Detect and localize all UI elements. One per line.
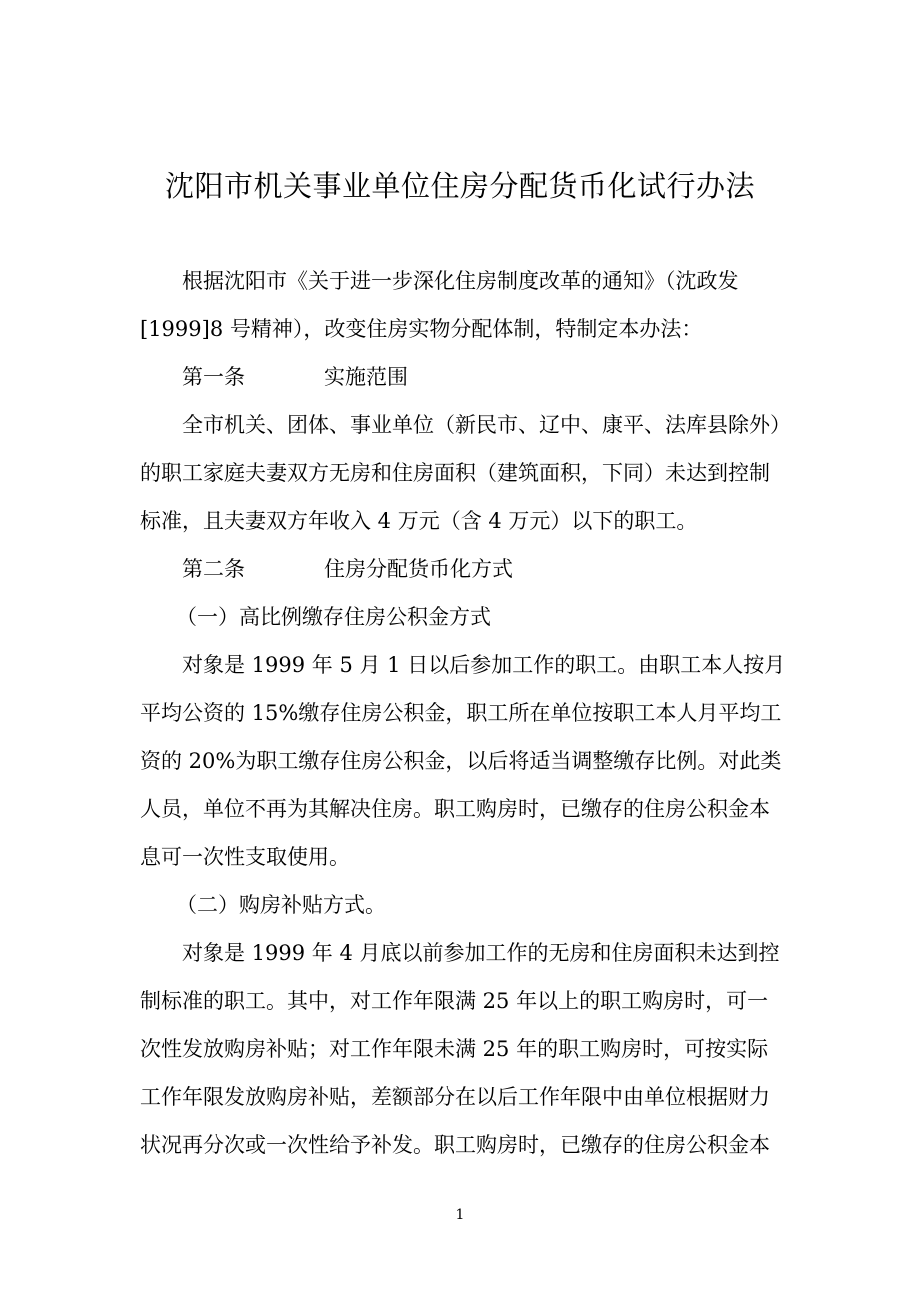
section-1-body-line-4: 人员，单位不再为其解决住房。职工购房时，已缴存的住房公积金本 <box>140 797 770 821</box>
section-1-body-line-2: 平均公资的 15%缴存住房公积金，职工所在单位按职工本人月平均工 <box>140 701 782 725</box>
article-2-title: 住房分配货币化方式 <box>324 557 513 581</box>
section-2-body-line-4: 工作年限发放购房补贴，差额部分在以后工作年限中由单位根据财力 <box>140 1085 770 1109</box>
preamble-line-1: 根据沈阳市《关于进一步深化住房制度改革的通知》（沈政发 <box>182 269 739 293</box>
article-1-body-line-1: 全市机关、团体、事业单位（新民市、辽中、康平、法库县除外） <box>182 413 791 437</box>
article-1-title: 实施范围 <box>324 365 408 389</box>
article-2-number: 第二条 <box>182 557 245 581</box>
section-2-heading: （二）购房补贴方式。 <box>176 893 386 917</box>
preamble-line-2: [1999]8 号精神），改变住房实物分配体制，特制定本办法： <box>140 317 703 341</box>
article-1-body-line-2: 的职工家庭夫妻双方无房和住房面积（建筑面积，下同）未达到控制 <box>140 461 770 485</box>
document-title: 沈阳市机关事业单位住房分配货币化试行办法 <box>164 169 755 203</box>
page-number: 1 <box>455 1207 465 1223</box>
section-1-heading: （一）高比例缴存住房公积金方式 <box>176 605 491 629</box>
article-1-body-line-3: 标准，且夫妻双方年收入 4 万元（含 4 万元）以下的职工。 <box>140 509 698 533</box>
article-2-heading <box>182 554 513 584</box>
section-2-body-line-5: 状况再分次或一次性给予补发。职工购房时，已缴存的住房公积金本 <box>140 1133 770 1157</box>
section-1-body-line-3: 资的 20%为职工缴存住房公积金，以后将适当调整缴存比例。对此类 <box>140 749 782 773</box>
section-1-body-line-5: 息可一次性支取使用。 <box>140 845 350 869</box>
section-2-body-line-3: 次性发放购房补贴；对工作年限未满 25 年的职工购房时，可按实际 <box>140 1037 769 1061</box>
section-2-body-line-1: 对象是 1999 年 4 月底以前参加工作的无房和住房面积未达到控 <box>182 941 780 965</box>
section-1-body-line-1: 对象是 1999 年 5 月 1 日以后参加工作的职工。由职工本人按月 <box>182 653 786 677</box>
section-2-body-line-2: 制标准的职工。其中，对工作年限满 25 年以上的职工购房时，可一 <box>140 989 769 1013</box>
article-1-number: 第一条 <box>182 365 245 389</box>
article-1-heading <box>182 362 408 392</box>
